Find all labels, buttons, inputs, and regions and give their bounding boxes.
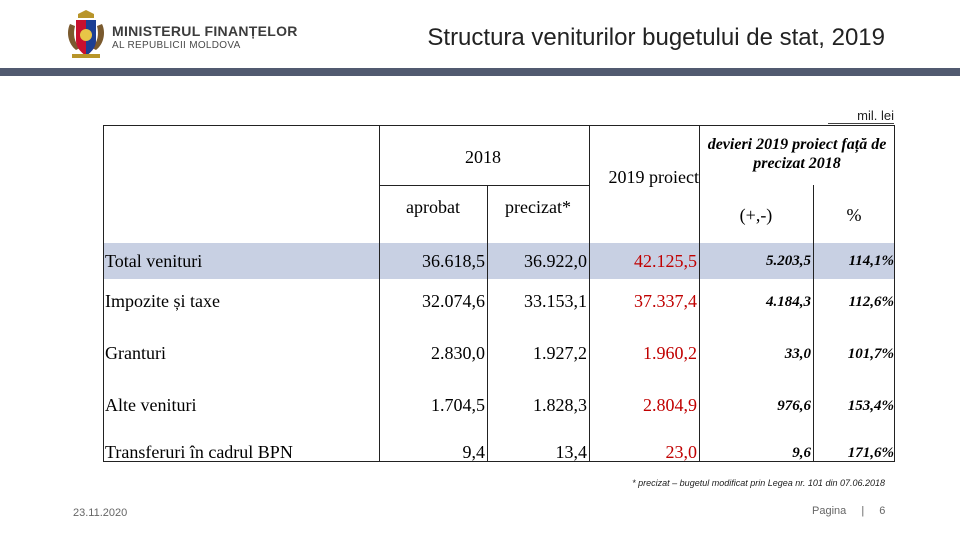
header-precizat: precizat* [505, 197, 571, 217]
unit-label: mil. lei [857, 108, 894, 123]
cell-proiect: 2.804,9 [643, 395, 697, 415]
table-top-border [103, 125, 895, 126]
cell-aprobat: 1.704,5 [431, 395, 485, 415]
col-border-right [894, 125, 895, 462]
cell-delta: 5.203,5 [766, 253, 811, 269]
page-label: Pagina [812, 505, 847, 517]
cell-pct: 114,1% [848, 253, 894, 269]
footer-date: 23.11.2020 [73, 507, 128, 519]
cell-pct: 171,6% [847, 445, 894, 461]
header-year-underline [379, 185, 589, 186]
header-divider [0, 68, 960, 76]
coat-of-arms-icon [64, 10, 108, 62]
row-label-transferuri: Transferuri în cadrul BPN [105, 442, 293, 462]
cell-delta: 33,0 [784, 346, 811, 362]
row-label-total: Total venituri [105, 251, 203, 271]
cell-precizat: 33.153,1 [524, 291, 587, 311]
cell-delta: 4.184,3 [766, 294, 811, 310]
row-label-alte: Alte venituri [105, 395, 197, 415]
cell-proiect: 37.337,4 [634, 291, 697, 311]
revenue-table [103, 125, 895, 462]
page-separator: | [861, 505, 865, 517]
header-2019-proiect: 2019 proiect [608, 167, 699, 187]
cell-aprobat: 2.830,0 [431, 343, 485, 363]
row-label-granturi: Granturi [105, 343, 166, 363]
header-devieri: devieri 2019 proiect față de precizat 2018 [707, 136, 887, 172]
page-number: 6 [879, 505, 886, 517]
footnote: * precizat – bugetul modificat prin Legea nr. 101 din 07.06.2018 [632, 478, 885, 488]
cell-aprobat: 32.074,6 [422, 291, 485, 311]
header-aprobat: aprobat [406, 197, 460, 217]
col-border-delta [813, 185, 814, 462]
cell-precizat: 1.828,3 [533, 395, 587, 415]
cell-proiect: 1.960,2 [643, 343, 697, 363]
header-pct: % [846, 205, 862, 225]
cell-aprobat: 36.618,5 [422, 251, 485, 271]
cell-proiect: 42.125,5 [634, 251, 697, 271]
cell-precizat: 36.922,0 [524, 251, 587, 271]
cell-proiect: 23,0 [665, 442, 697, 462]
cell-pct: 112,6% [848, 294, 894, 310]
cell-precizat: 13,4 [555, 442, 587, 462]
cell-pct: 153,4% [847, 398, 894, 414]
page-title: Structura veniturilor bugetului de stat, 2019 [427, 24, 885, 51]
header-delta: (+,-) [739, 205, 773, 225]
row-label-impozite: Impozite și taxe [105, 291, 220, 311]
col-border-aprobat [487, 185, 488, 462]
cell-pct: 101,7% [847, 346, 894, 362]
cell-delta: 976,6 [777, 398, 811, 414]
unit-underline [828, 123, 894, 124]
header-2018: 2018 [465, 147, 501, 167]
org-name: MINISTERUL FINANȚELOR [112, 23, 298, 39]
page-indicator [812, 505, 885, 517]
cell-precizat: 1.927,2 [533, 343, 587, 363]
cell-aprobat: 9,4 [462, 442, 485, 462]
cell-delta: 9,6 [792, 445, 811, 461]
org-subtitle: AL REPUBLICII MOLDOVA [112, 40, 241, 51]
col-border-left [103, 125, 104, 462]
ministry-logo [64, 10, 298, 62]
